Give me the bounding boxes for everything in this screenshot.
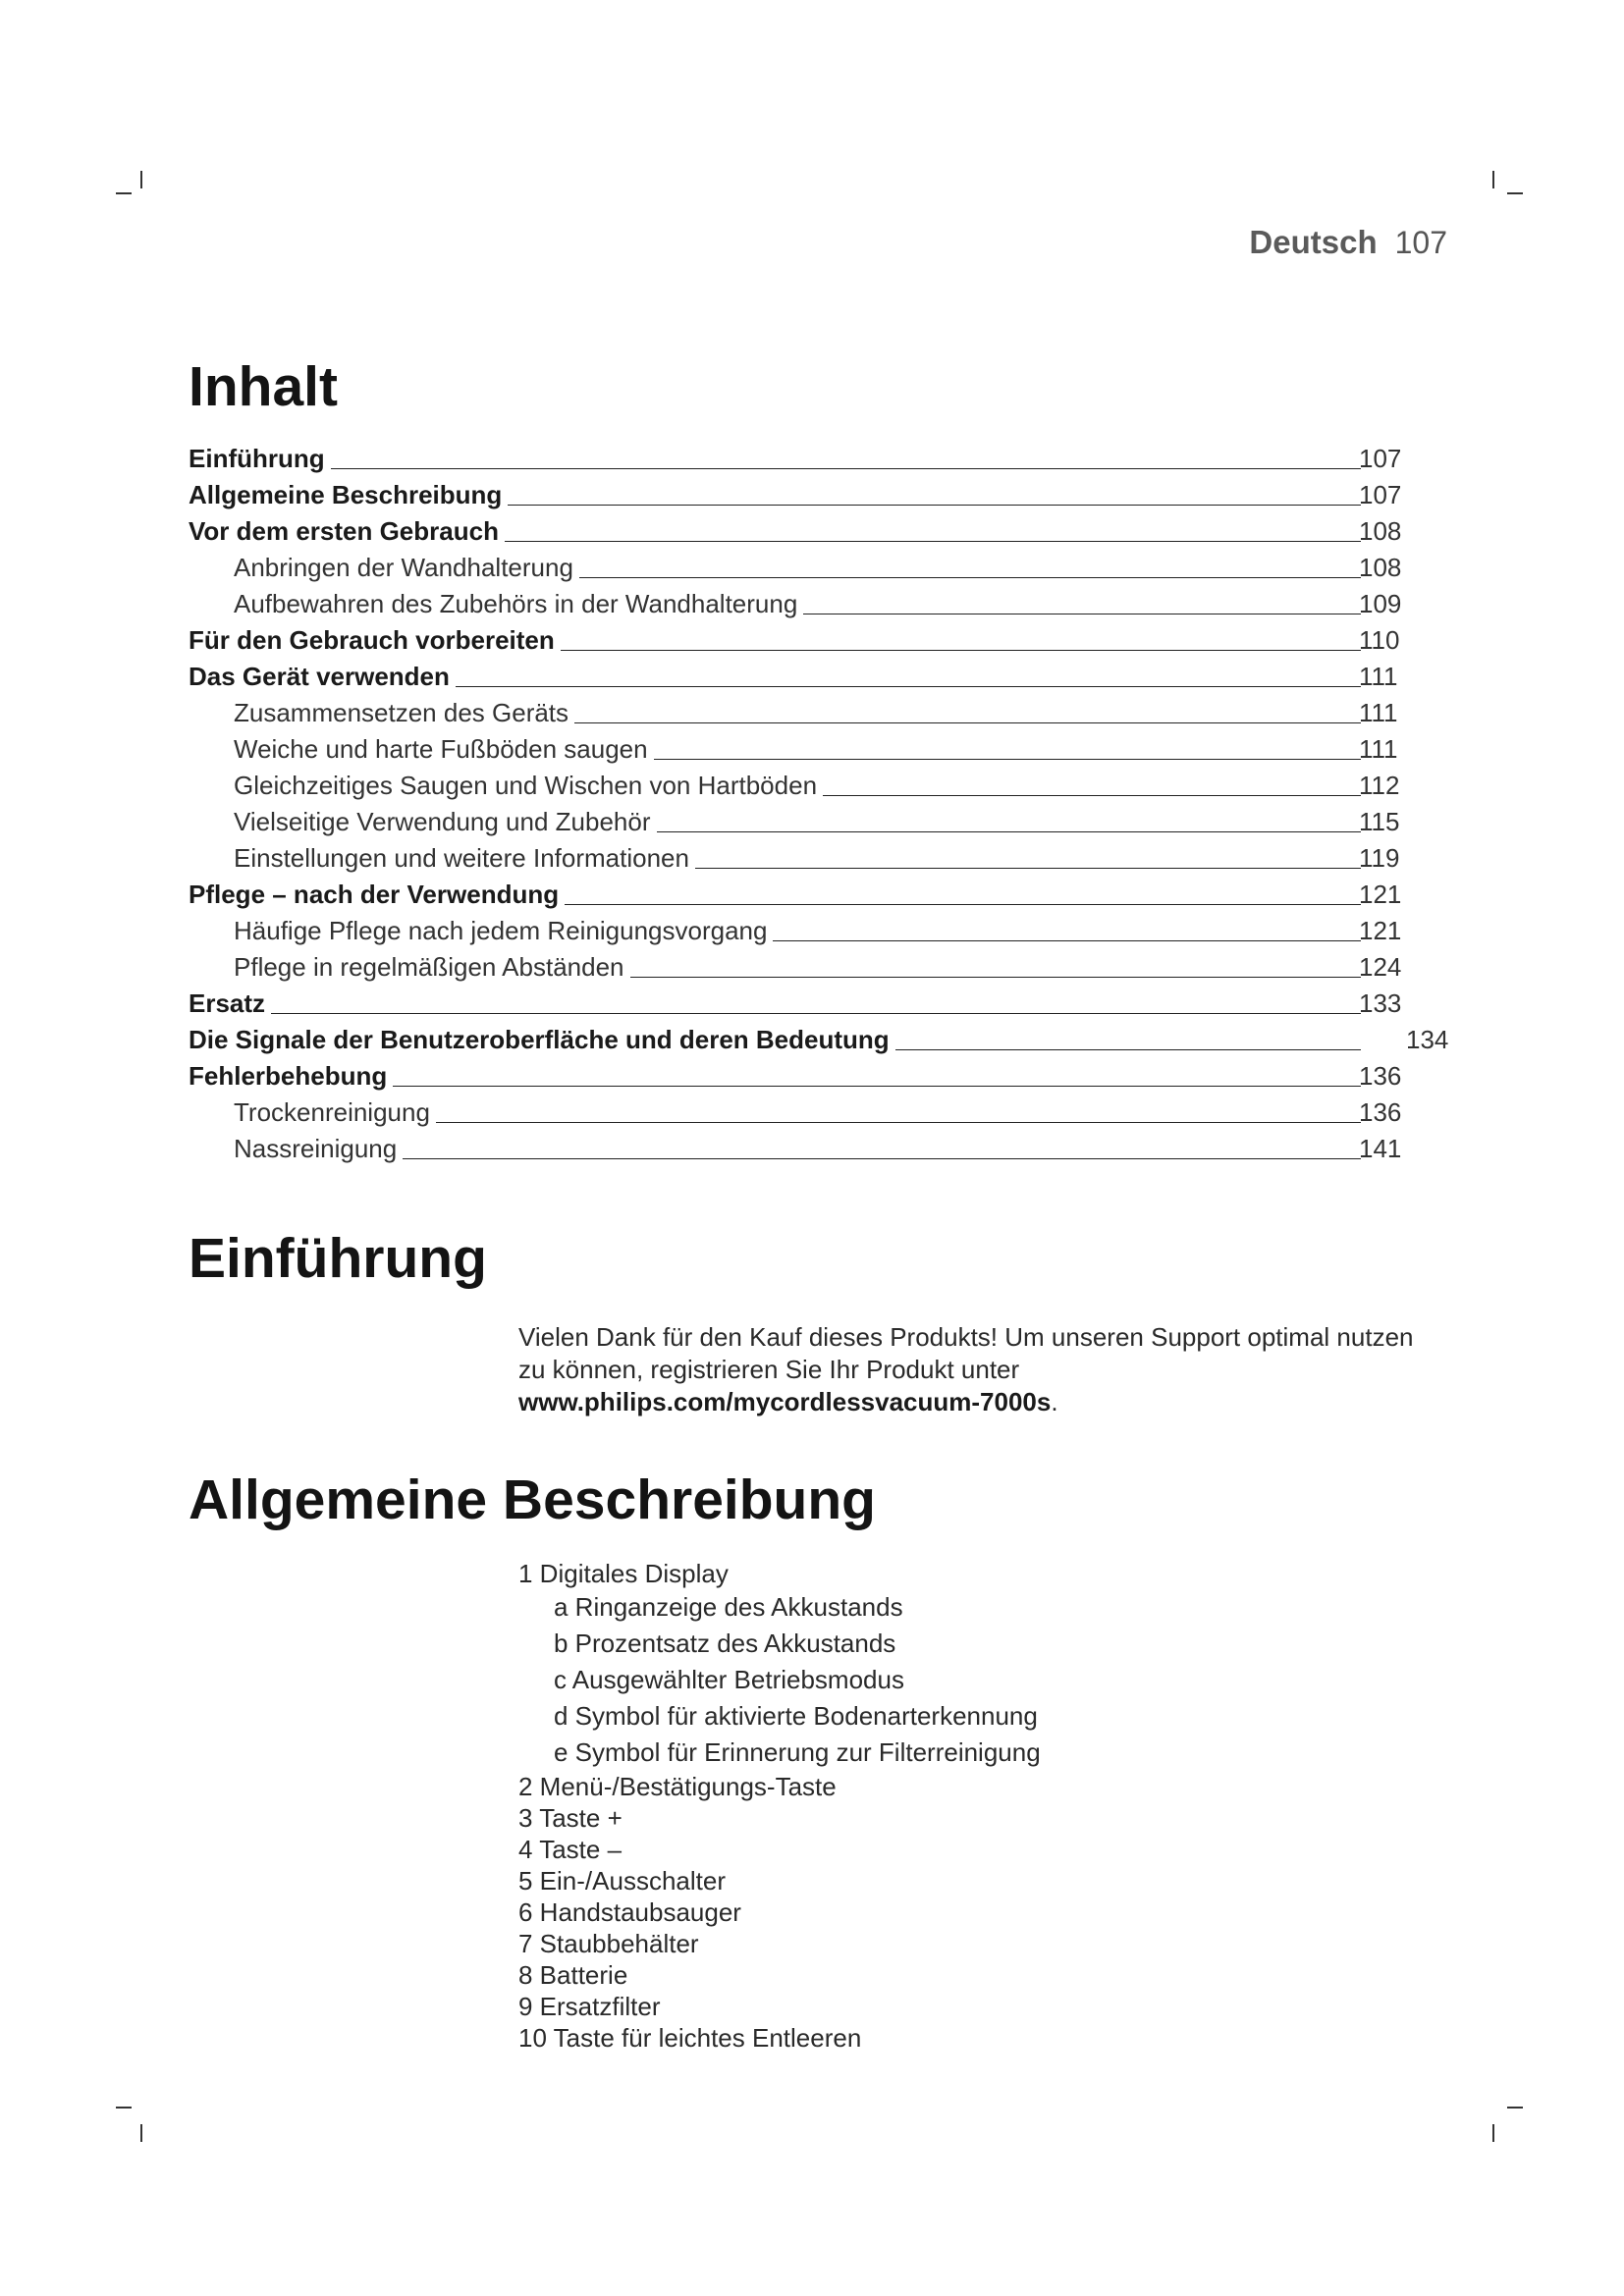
description-list: [518, 1558, 1041, 2054]
toc-entry-label: Pflege – nach der Verwendung: [189, 880, 560, 909]
toc-entry[interactable]: [189, 513, 1455, 550]
toc-leader-line: [773, 940, 1361, 941]
toc-entry-label: Trockenreinigung: [234, 1097, 430, 1127]
toc-entry[interactable]: [189, 659, 1455, 695]
toc-entry-label: Aufbewahren des Zubehörs in der Wandhalterung: [234, 589, 798, 618]
crop-mark-bottom-left-h: [116, 2107, 132, 2109]
toc-leader-line: [508, 505, 1361, 506]
crop-mark-top-right-v: [1492, 171, 1494, 188]
toc-entry-label: Zusammensetzen des Geräts: [234, 698, 569, 727]
toc-entry[interactable]: [189, 1022, 1455, 1058]
description-item: 1 Digitales Display: [518, 1559, 729, 1588]
toc-entry-label: Einführung: [189, 444, 325, 473]
description-item: 7 Staubbehälter: [518, 1929, 699, 1958]
toc-entry-label: Vor dem ersten Gebrauch: [189, 516, 499, 546]
description-item: 6 Handstaubsauger: [518, 1897, 741, 1927]
toc-entry-page: 109: [1359, 589, 1402, 618]
toc-entry-page: 107: [1359, 444, 1402, 473]
toc-entry-page: 136: [1359, 1061, 1402, 1091]
header-language: Deutsch: [1249, 224, 1378, 260]
toc-entry[interactable]: [189, 695, 1455, 731]
toc-entry[interactable]: [189, 949, 1455, 986]
intro-heading: Einführung: [189, 1227, 487, 1290]
toc-leader-line: [630, 977, 1361, 978]
crop-mark-bottom-right-h: [1507, 2107, 1523, 2109]
description-item: d Symbol für aktivierte Bodenarterkennung: [554, 1701, 1038, 1731]
toc-entry[interactable]: [189, 586, 1455, 622]
toc-entry[interactable]: [189, 1131, 1455, 1167]
toc-entry[interactable]: [189, 477, 1455, 513]
toc-leader-line: [505, 541, 1361, 542]
description-item: c Ausgewählter Betriebsmodus: [554, 1665, 904, 1694]
table-of-contents: [189, 441, 1455, 1167]
toc-entry-label: Pflege in regelmäßigen Abständen: [234, 952, 624, 982]
crop-mark-top-right-h: [1507, 192, 1523, 194]
toc-entry-label: Häufige Pflege nach jedem Reinigungsvorgang: [234, 916, 768, 945]
toc-entry-page: 124: [1359, 952, 1402, 982]
description-item: 2 Menü-/Bestätigungs-Taste: [518, 1772, 837, 1801]
toc-entry-page: 108: [1359, 516, 1402, 546]
header-page-number: 107: [1394, 225, 1447, 260]
toc-entry[interactable]: [189, 768, 1455, 804]
intro-text: Vielen Dank für den Kauf dieses Produkts! Um unseren Support optimal nutzen zu können, registrieren Sie Ihr Produkt unter: [518, 1322, 1414, 1384]
crop-mark-bottom-left-v: [140, 2124, 142, 2142]
toc-entry-label: Vielseitige Verwendung und Zubehör: [234, 807, 651, 836]
toc-entry-page: 107: [1359, 480, 1402, 509]
crop-mark-top-left-h: [116, 192, 132, 194]
description-item: 5 Ein-/Ausschalter: [518, 1866, 726, 1896]
toc-leader-line: [695, 868, 1361, 869]
toc-entry-label: Allgemeine Beschreibung: [189, 480, 503, 509]
toc-entry[interactable]: [189, 1095, 1455, 1131]
toc-leader-line: [895, 1049, 1361, 1050]
toc-entry[interactable]: [189, 840, 1455, 877]
toc-leader-line: [271, 1013, 1361, 1014]
toc-entry[interactable]: [189, 1058, 1455, 1095]
toc-entry[interactable]: [189, 804, 1455, 840]
toc-heading: Inhalt: [189, 355, 338, 418]
toc-entry-page: 121: [1359, 916, 1402, 945]
toc-entry[interactable]: [189, 731, 1455, 768]
toc-leader-line: [456, 686, 1361, 687]
toc-entry[interactable]: [189, 913, 1455, 949]
toc-entry-page: 111: [1359, 734, 1398, 764]
toc-entry-page: 115: [1359, 807, 1400, 836]
toc-entry-label: Einstellungen und weitere Informationen: [234, 843, 689, 873]
description-item: 3 Taste +: [518, 1803, 623, 1833]
toc-entry-label: Ersatz: [189, 988, 266, 1018]
toc-entry-page: 136: [1359, 1097, 1402, 1127]
toc-entry-page: 134: [1406, 1025, 1449, 1054]
intro-url[interactable]: www.philips.com/mycordlessvacuum-7000s: [518, 1387, 1052, 1416]
description-item: e Symbol für Erinnerung zur Filterreinigung: [554, 1737, 1041, 1767]
toc-entry-page: 111: [1359, 698, 1398, 727]
toc-leader-line: [657, 831, 1361, 832]
toc-leader-line: [654, 759, 1361, 760]
crop-mark-bottom-right-v: [1492, 2124, 1494, 2142]
toc-leader-line: [393, 1086, 1361, 1087]
toc-entry-page: 133: [1359, 988, 1402, 1018]
toc-entry-page: 141: [1359, 1134, 1402, 1163]
description-item: 4 Taste –: [518, 1835, 623, 1864]
toc-entry-label: Das Gerät verwenden: [189, 662, 450, 691]
toc-entry-label: Nassreinigung: [234, 1134, 398, 1163]
toc-entry[interactable]: [189, 441, 1455, 477]
toc-entry-page: 110: [1359, 625, 1400, 655]
toc-leader-line: [436, 1122, 1361, 1123]
toc-entry[interactable]: [189, 986, 1455, 1022]
toc-entry-page: 121: [1359, 880, 1402, 909]
description-item: 8 Batterie: [518, 1960, 628, 1990]
toc-entry-label: Die Signale der Benutzeroberfläche und deren Bedeutung: [189, 1025, 890, 1054]
toc-entry[interactable]: [189, 877, 1455, 913]
running-head: [1249, 224, 1447, 261]
toc-entry-page: 119: [1359, 843, 1400, 873]
toc-entry-page: 111: [1359, 662, 1398, 691]
toc-leader-line: [331, 468, 1361, 469]
crop-mark-top-left-v: [140, 171, 142, 188]
toc-leader-line: [823, 795, 1361, 796]
toc-entry[interactable]: [189, 622, 1455, 659]
intro-paragraph: [518, 1321, 1441, 1418]
toc-leader-line: [561, 650, 1361, 651]
description-heading: Allgemeine Beschreibung: [189, 1468, 877, 1531]
toc-entry-label: Weiche und harte Fußböden saugen: [234, 734, 648, 764]
intro-url-suffix: .: [1051, 1387, 1058, 1416]
toc-entry[interactable]: [189, 550, 1455, 586]
toc-entry-label: Gleichzeitiges Saugen und Wischen von Hartböden: [234, 771, 818, 800]
toc-entry-label: Anbringen der Wandhalterung: [234, 553, 573, 582]
toc-entry-page: 108: [1359, 553, 1402, 582]
toc-entry-label: Für den Gebrauch vorbereiten: [189, 625, 555, 655]
toc-leader-line: [565, 904, 1361, 905]
description-item: 10 Taste für leichtes Entleeren: [518, 2023, 862, 2053]
toc-entry-page: 112: [1359, 771, 1400, 800]
toc-leader-line: [403, 1158, 1361, 1159]
description-item: b Prozentsatz des Akkustands: [554, 1629, 896, 1658]
toc-leader-line: [579, 577, 1361, 578]
toc-entry-label: Fehlerbehebung: [189, 1061, 388, 1091]
toc-leader-line: [574, 722, 1361, 723]
description-item: a Ringanzeige des Akkustands: [554, 1592, 903, 1622]
description-item: 9 Ersatzfilter: [518, 1992, 661, 2021]
